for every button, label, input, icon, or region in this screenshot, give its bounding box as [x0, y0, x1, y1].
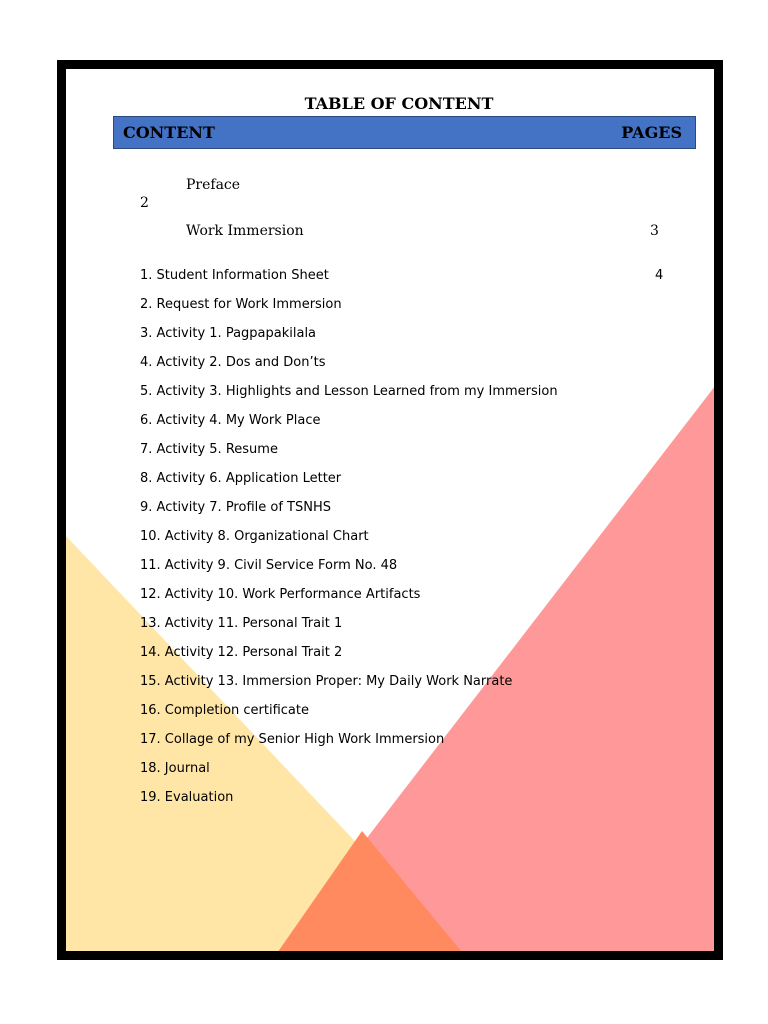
toc-entry — [140, 587, 700, 616]
toc-entry-label: 8. Activity 6. Application Letter — [140, 471, 342, 486]
toc-entry-label: 11. Activity 9. Civil Service Form No. 48 — [140, 558, 398, 573]
toc-header-bar — [113, 116, 696, 149]
toc-entry-label: 10. Activity 8. Organizational Chart — [140, 529, 369, 544]
toc-entry-label: 14. Activity 12. Personal Trait 2 — [140, 645, 343, 660]
toc-entry-label: 4. Activity 2. Dos and Don’ts — [140, 355, 326, 370]
toc-entry-label: 19. Evaluation — [140, 790, 234, 805]
toc-entry — [140, 616, 700, 645]
work-immersion-label: Work Immersion — [186, 223, 304, 239]
toc-entry-label: 12. Activity 10. Work Performance Artifacts — [140, 587, 421, 602]
toc-entry-label: 6. Activity 4. My Work Place — [140, 413, 321, 428]
toc-entry — [140, 384, 700, 413]
toc-list — [140, 268, 700, 819]
toc-entry — [140, 558, 700, 587]
toc-entry — [140, 645, 700, 674]
toc-entry-label: 7. Activity 5. Resume — [140, 442, 278, 457]
toc-entry — [140, 326, 700, 355]
page-title: TABLE OF CONTENT — [304, 94, 494, 113]
toc-entry-label: 18. Journal — [140, 761, 210, 776]
toc-entry — [140, 500, 700, 529]
toc-entry-label: 17. Collage of my Senior High Work Immersion — [140, 732, 445, 747]
toc-entry-label: 9. Activity 7. Profile of TSNHS — [140, 500, 331, 515]
toc-entry-label: 2. Request for Work Immersion — [140, 297, 342, 312]
toc-entry-label: 16. Completion certificate — [140, 703, 309, 718]
toc-entry — [140, 732, 700, 761]
toc-entry-label: 13. Activity 11. Personal Trait 1 — [140, 616, 343, 631]
toc-entry — [140, 703, 700, 732]
toc-entry — [140, 790, 700, 819]
pages-column-header: PAGES — [621, 123, 682, 142]
preface-label: Preface — [186, 177, 241, 193]
toc-entry — [140, 268, 700, 297]
toc-entry-label: 1. Student Information Sheet — [140, 268, 329, 283]
preface-page: 2 — [140, 195, 149, 211]
toc-entry — [140, 297, 700, 326]
toc-entry-page: 4 — [655, 268, 664, 283]
toc-entry — [140, 471, 700, 500]
content-column-header: CONTENT — [123, 123, 215, 142]
toc-entry — [140, 674, 700, 703]
toc-entry-label: 3. Activity 1. Pagpapakilala — [140, 326, 317, 341]
page-border-frame — [57, 60, 723, 960]
work-immersion-page: 3 — [650, 223, 659, 239]
toc-entry — [140, 761, 700, 790]
toc-entry-label: 15. Activity 13. Immersion Proper: My Daily Work Narrate — [140, 674, 513, 689]
toc-entry — [140, 529, 700, 558]
toc-entry — [140, 442, 700, 471]
toc-entry-label: 5. Activity 3. Highlights and Lesson Learned from my Immersion — [140, 384, 558, 399]
toc-entry — [140, 355, 700, 384]
toc-entry — [140, 413, 700, 442]
